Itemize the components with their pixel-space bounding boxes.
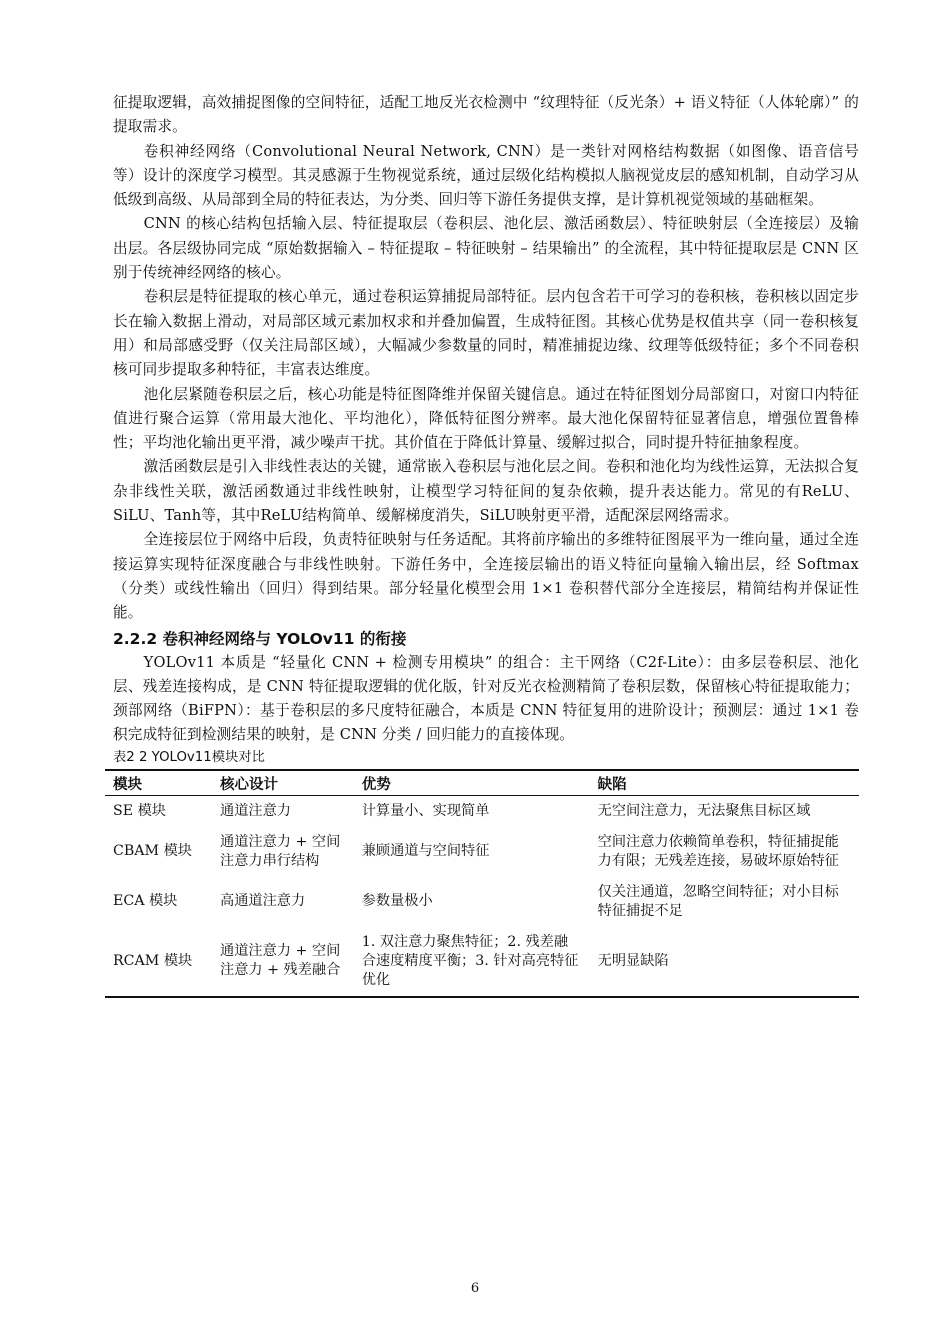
table-cell: 无明显缺陷 <box>590 927 859 997</box>
table-cell: 通道注意力 + 空间注意力串行结构 <box>220 833 341 869</box>
table-cell: ECA 模块 <box>113 893 178 910</box>
paragraph-continuation: 征提取逻辑，高效捕捉图像的空间特征，适配工地反光衣检测中 “纹理特征（反光条）+ 语义特征（人体轮廓）” 的提取需求。 <box>113 94 859 136</box>
table-cell: 参数量极小 <box>361 893 433 910</box>
module-comparison-table <box>105 769 859 998</box>
table-cell: CBAM 模块 <box>113 843 192 860</box>
table-cell: 高通道注意力 <box>220 893 306 910</box>
table-cell: 空间注意力依赖简单卷积，特征捕捉能力有限；无残差连接，易破坏原始特征 <box>597 833 839 869</box>
paragraph-yolo: YOLOv11 本质是 “轻量化 CNN + 检测专用模块” 的组合：主干网络（C2f-Lite）：由多层卷积层、池化层、残差连接构成，是 CNN 特征提取逻辑的优化版，针对反光衣检测精简了卷积层数，保留核心特征提取能力；颈部网络（BiFPN）：基于卷积层的多尺度特征融合，本质是 CNN 特征复用的进阶设计；预测层：通过 1×1 卷积完成特征到检测结果的映射，是 CNN 分类 / 回归能力的直接体现。 <box>113 653 859 744</box>
table-header-advantage: 优势 <box>354 770 590 796</box>
paragraph-activation-layer: 激活函数层是引入非线性表达的关键，通常嵌入卷积层与池化层之间。卷积和池化均为线性运算，无法拟合复杂非线性关联，激活函数通过非线性映射，让模型学习特征间的复杂依赖，提升表达能力。常见的有ReLU、SiLU、Tanh等，其中ReLU结构简单、缓解梯度消失，SiLU映射更平滑，适配深层网络需求。 <box>113 458 859 525</box>
table-header-module: 模块 <box>105 770 212 796</box>
table-row <box>105 795 859 827</box>
table-cell: RCAM 模块 <box>105 927 212 997</box>
table-row <box>105 827 859 877</box>
table-cell: 无空间注意力，无法聚焦目标区域 <box>597 802 811 819</box>
table-header-drawback: 缺陷 <box>590 770 859 796</box>
table-caption: 表2 2 YOLOv11模块对比 <box>113 749 265 765</box>
page-body <box>113 91 859 998</box>
section-heading: 2.2.2 卷积神经网络与 YOLOv11 的衔接 <box>113 629 407 648</box>
table-cell: 通道注意力 <box>220 802 291 819</box>
table-cell: 兼顾通道与空间特征 <box>361 843 490 860</box>
table-row <box>105 877 859 927</box>
paragraph-pooling-layer: 池化层紧随卷积层之后，核心功能是特征图降维并保留关键信息。通过在特征图划分局部窗口，对窗口内特征值进行聚合运算（常用最大池化、平均池化），降低特征图分辨率。最大池化保留特征显著信息，增强位置鲁棒性；平均池化输出更平滑，减少噪声干扰。其价值在于降低计算量、缓解过拟合，同时提升特征抽象程度。 <box>113 385 859 452</box>
page-number: 6 <box>470 1281 480 1296</box>
paragraph-cnn-definition: 卷积神经网络（Convolutional Neural Network, CNN）是一类针对网格结构数据（如图像、语音信号等）设计的深度学习模型。其灵感源于生物视觉系统，通过层级化结构模拟人脑视觉皮层的感知机制，自动学习从低级到高级、从局部到全局的特征表达，为分类、回归等下游任务提供支撑，是计算机视觉领域的基础框架。 <box>113 142 859 209</box>
paragraph-fc-layer: 全连接层位于网络中后段，负责特征映射与任务适配。其将前序输出的多维特征图展平为一维向量，通过全连接运算实现特征深度融合与非线性映射。下游任务中，全连接层输出的语义特征向量输入输出层，经 Softmax（分类）或线性输出（回归）得到结果。部分轻量化模型会用 1×1 卷积替代部分全连接层，精简结构并保证性能。 <box>113 531 859 622</box>
table-cell: 1. 双注意力聚焦特征；2. 残差融合速度精度平衡；3. 针对高亮特征优化 <box>354 927 590 997</box>
table-cell: 仅关注通道，忽略空间特征；对小目标特征捕捉不足 <box>597 883 839 919</box>
paragraph-conv-layer: 卷积层是特征提取的核心单元，通过卷积运算捕捉局部特征。层内包含若干可学习的卷积核，卷积核以固定步长在输入数据上滑动，对局部区域元素加权求和并叠加偏置，生成特征图。其核心优势是权值共享（同一卷积核复用）和局部感受野（仅关注局部区域），大幅减少参数量的同时，精准捕捉边缘、纹理等低级特征；多个不同卷积核可同步提取多种特征，丰富表达维度。 <box>113 288 859 379</box>
table-header-row <box>105 770 859 796</box>
table-header-design: 核心设计 <box>212 770 354 796</box>
table-row <box>105 927 859 997</box>
table-cell: SE 模块 <box>113 802 166 819</box>
paragraph-cnn-structure: CNN 的核心结构包括输入层、特征提取层（卷积层、池化层、激活函数层）、特征映射层（全连接层）及输出层。各层级协同完成 “原始数据输入 – 特征提取 – 特征映射 – 结果输出” 的全流程，其中特征提取层是 CNN 区别于传统神经网络的核心。 <box>113 215 859 282</box>
table-cell: 计算量小、实现简单 <box>361 802 490 819</box>
table-cell: 通道注意力 + 空间注意力 + 残差融合 <box>212 927 354 997</box>
